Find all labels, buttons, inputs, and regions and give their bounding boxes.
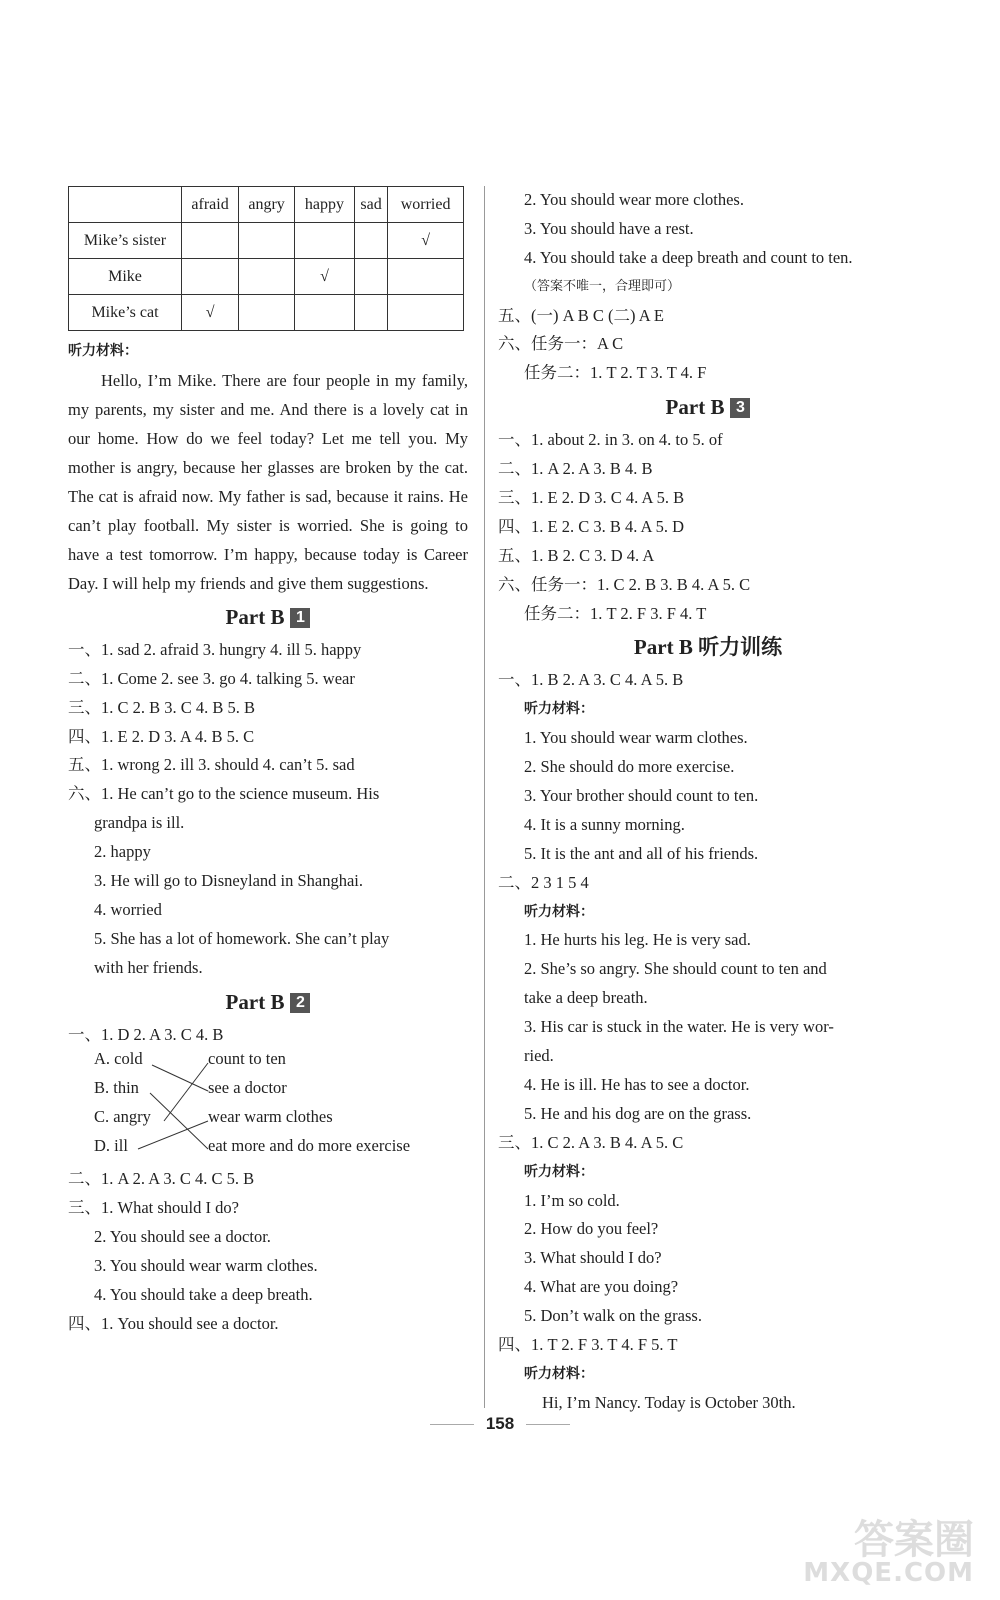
match-left-item: A. cold bbox=[94, 1049, 143, 1069]
answer-text: 1. E 2. D 3. C 4. A 5. B bbox=[531, 488, 685, 508]
answer-text: 1. B 2. A 3. C 4. A 5. B bbox=[531, 670, 684, 690]
answer-line bbox=[498, 869, 918, 898]
listening-passage: Hello, I’m Mike. There are four people in my family, my parents, my sister and me. And there is a lovely cat in our home. How do we feel today? Let me tell you. My mother is angry, because her glasses are broken by the cat. The cat is afraid now. My father is sad, because it rains. He can’t play football. My sister is worried. She is going to have a test tomorrow. I’m happy, because today is Career Day. I will help my friends and give them suggestions. bbox=[68, 370, 468, 593]
table-cell bbox=[354, 259, 387, 295]
table-row bbox=[69, 259, 464, 295]
left-column bbox=[68, 186, 468, 1339]
listening-sentence: 4. He is ill. He has to see a doctor. bbox=[524, 1074, 750, 1094]
table-header-cell: worried bbox=[388, 187, 464, 223]
answer-line bbox=[498, 666, 918, 695]
row-name: Mike’s cat bbox=[69, 295, 182, 331]
answer-text: 1. T 2. F 3. T 4. F 5. T bbox=[531, 1334, 678, 1354]
table-header-row bbox=[69, 187, 464, 223]
part-b3-heading bbox=[498, 388, 918, 426]
table-header-cell: angry bbox=[239, 187, 295, 223]
section-prefix: 三、 bbox=[498, 1132, 531, 1152]
answer-lines bbox=[498, 302, 918, 360]
part-b3-answers bbox=[498, 426, 918, 599]
table-header-cell: happy bbox=[295, 187, 355, 223]
feelings-table bbox=[68, 186, 464, 331]
section-prefix: 六、 bbox=[498, 574, 531, 594]
section-prefix: 一、 bbox=[68, 639, 101, 659]
table-cell bbox=[182, 259, 239, 295]
match-left-item: B. thin bbox=[94, 1078, 139, 1098]
part-b1-continued bbox=[68, 809, 468, 982]
listening-sentence: 2. She should do more exercise. bbox=[524, 757, 735, 777]
listening-sentence: 1. He hurts his leg. He is very sad. bbox=[524, 930, 751, 950]
answer-continuation: 2. You should wear more clothes. bbox=[524, 190, 744, 209]
section-prefix: 四、 bbox=[68, 1313, 101, 1333]
table-cell bbox=[388, 259, 464, 295]
section-prefix: 五、 bbox=[68, 755, 101, 775]
answer-text: (一) A B C (二) A E bbox=[531, 305, 664, 325]
part-title: Part B bbox=[225, 989, 285, 1014]
table-header-cell: sad bbox=[354, 187, 387, 223]
answer-line bbox=[68, 694, 468, 723]
row-name: Mike bbox=[69, 259, 182, 295]
answer-continuation: 2. happy bbox=[94, 842, 151, 862]
answer-line bbox=[498, 302, 918, 331]
answer-line bbox=[498, 542, 918, 571]
footer-rule bbox=[526, 1424, 570, 1425]
answer-text: 1. He can’t go to the science museum. His bbox=[101, 784, 380, 804]
page-number: 158 bbox=[485, 1414, 515, 1433]
listening-label: 听力材料： bbox=[524, 1365, 594, 1382]
answer-line bbox=[498, 1129, 918, 1158]
answer-continuation: 3. You should have a rest. bbox=[524, 218, 694, 238]
part-number-badge: 2 bbox=[290, 993, 310, 1013]
section-prefix: 一、 bbox=[498, 670, 531, 690]
continued-answers bbox=[498, 186, 918, 273]
section-prefix: 二、 bbox=[68, 668, 101, 688]
section-prefix: 五、 bbox=[498, 305, 531, 325]
match-right-item: see a doctor bbox=[208, 1078, 287, 1098]
row-name: Mike’s sister bbox=[69, 223, 182, 259]
table-cell bbox=[354, 223, 387, 259]
listening-sentence: 1. I’m so cold. bbox=[524, 1190, 620, 1210]
section-prefix: 二、 bbox=[68, 1169, 101, 1189]
answer-text: 1. Come 2. see 3. go 4. talking 5. wear bbox=[101, 668, 355, 688]
page-footer bbox=[0, 1414, 1000, 1434]
part-number-badge: 3 bbox=[730, 398, 750, 418]
answer-text: 1. E 2. C 3. B 4. A 5. D bbox=[531, 516, 685, 536]
table-header-cell bbox=[69, 187, 182, 223]
section-prefix: 三、 bbox=[68, 1198, 101, 1218]
answer-text: 1. B 2. C 3. D 4. A bbox=[531, 545, 655, 565]
answer-line bbox=[498, 455, 918, 484]
watermark-url: MXQE.COM bbox=[803, 1558, 974, 1588]
answer-continuation: with her friends. bbox=[94, 957, 203, 977]
listening-label: 听力材料： bbox=[68, 343, 138, 359]
answer-continuation: grandpa is ill. bbox=[94, 813, 185, 833]
answer-continuation: 4. You should take a deep breath. bbox=[94, 1285, 313, 1305]
part-title: Part B bbox=[225, 604, 285, 629]
part-title: Part B bbox=[665, 395, 725, 420]
answer-line bbox=[68, 723, 468, 752]
section-prefix: 五、 bbox=[498, 545, 531, 565]
answer-text: 1. E 2. D 3. A 4. B 5. C bbox=[101, 726, 255, 746]
listening-label: 听力材料： bbox=[524, 701, 594, 718]
answer-text: 1. C 2. B 3. C 4. B 5. B bbox=[101, 697, 256, 717]
section-prefix: 四、 bbox=[498, 516, 531, 536]
answer-text: 1. What should I do? bbox=[101, 1198, 239, 1218]
answer-continuation: 3. You should wear warm clothes. bbox=[94, 1256, 318, 1276]
answer-line bbox=[498, 426, 918, 455]
answer-line bbox=[498, 330, 918, 359]
table-cell bbox=[239, 259, 295, 295]
answer-text: 1. wrong 2. ill 3. should 4. can’t 5. sad bbox=[101, 755, 355, 775]
footer-rule bbox=[430, 1424, 474, 1425]
listening-label: 听力材料： bbox=[524, 1163, 594, 1180]
section-prefix: 四、 bbox=[68, 726, 101, 746]
watermark bbox=[803, 1517, 974, 1588]
listening-sentence: 2. How do you feel? bbox=[524, 1219, 659, 1239]
answer-continuation: 5. She has a lot of homework. She can’t play bbox=[94, 928, 390, 948]
match-left-item: C. angry bbox=[94, 1107, 151, 1127]
listening-sentence: 5. Don’t walk on the grass. bbox=[524, 1306, 702, 1326]
match-right-item: eat more and do more exercise bbox=[208, 1136, 411, 1156]
listening-sentence: take a deep breath. bbox=[524, 988, 648, 1008]
section-prefix: 二、 bbox=[498, 872, 531, 892]
listening-sentence: ried. bbox=[524, 1046, 554, 1066]
answer-line bbox=[68, 1021, 468, 1050]
section-prefix: 四、 bbox=[498, 1334, 531, 1354]
table-cell: √ bbox=[388, 223, 464, 259]
listening-sentence: 4. It is a sunny morning. bbox=[524, 814, 685, 834]
answer-text: 1. You should see a doctor. bbox=[101, 1313, 279, 1333]
answer-line bbox=[498, 513, 918, 542]
answer-text: 1. A 2. A 3. B 4. B bbox=[531, 459, 653, 479]
part-b1-heading bbox=[68, 598, 468, 636]
task-two-line: 任务二：1. T 2. T 3. T 4. F bbox=[524, 363, 707, 383]
listening-sentence: 4. What are you doing? bbox=[524, 1277, 679, 1297]
listening-sentence: 3. Your brother should count to ten. bbox=[524, 786, 759, 806]
table-cell: √ bbox=[182, 295, 239, 331]
matching-exercise bbox=[68, 1049, 468, 1165]
part-b2-answers bbox=[68, 1165, 468, 1223]
section-one-material bbox=[498, 724, 918, 868]
answer-line bbox=[68, 636, 468, 665]
watermark-logo-text: 答案圈 bbox=[854, 1517, 974, 1563]
answer-continuation: 3. He will go to Disneyland in Shanghai. bbox=[94, 871, 364, 891]
part-listening-heading: Part B 听力训练 bbox=[633, 635, 783, 660]
section-four-material: Hi, I’m Nancy. Today is October 30th. bbox=[542, 1392, 796, 1412]
table-header-cell: afraid bbox=[182, 187, 239, 223]
section-prefix: 一、 bbox=[498, 430, 531, 450]
task-two-line: 任务二：1. T 2. F 3. F 4. T bbox=[524, 603, 707, 623]
answer-text: 1. about 2. in 3. on 4. to 5. of bbox=[531, 430, 723, 450]
part-b1-answers bbox=[68, 636, 468, 809]
answer-continuation: 2. You should see a doctor. bbox=[94, 1227, 271, 1247]
match-left-item: D. ill bbox=[94, 1136, 128, 1156]
listening-label: 听力材料： bbox=[524, 903, 594, 920]
answer-text: 1. sad 2. afraid 3. hungry 4. ill 5. happy bbox=[101, 639, 362, 659]
section-prefix: 三、 bbox=[68, 697, 101, 717]
answer-line bbox=[68, 665, 468, 694]
answer-text: 1. A 2. A 3. C 4. C 5. B bbox=[101, 1169, 255, 1189]
table-row bbox=[69, 295, 464, 331]
answer-text: 1. C 2. A 3. B 4. A 5. C bbox=[531, 1132, 684, 1152]
section-prefix: 三、 bbox=[498, 488, 531, 508]
right-column bbox=[498, 186, 918, 1418]
listening-sentence: 5. He and his dog are on the grass. bbox=[524, 1103, 752, 1123]
answer-continuation: 4. You should take a deep breath and count to ten. bbox=[524, 247, 853, 267]
section-three-material bbox=[498, 1187, 918, 1331]
listening-sentence: 5. It is the ant and all of his friends. bbox=[524, 843, 759, 863]
section-prefix: 一、 bbox=[68, 1024, 101, 1044]
answer-line bbox=[68, 780, 468, 809]
part-b2-continued bbox=[68, 1223, 468, 1310]
answer-line bbox=[68, 1165, 468, 1194]
section-prefix: 二、 bbox=[498, 459, 531, 479]
answer-text: 任务一：1. C 2. B 3. B 4. A 5. C bbox=[531, 574, 751, 594]
section-prefix: 六、 bbox=[68, 784, 101, 804]
table-cell bbox=[295, 295, 355, 331]
answer-line bbox=[498, 1331, 918, 1360]
section-two-material bbox=[498, 926, 918, 1128]
answer-continuation: 4. worried bbox=[94, 899, 162, 919]
listening-sentence: 2. She’s so angry. She should count to ten and bbox=[524, 959, 827, 979]
answer-text: 2 3 1 5 4 bbox=[531, 872, 589, 892]
listening-sentence: 3. What should I do? bbox=[524, 1248, 662, 1268]
listening-sentence: 3. His car is stuck in the water. He is very wor- bbox=[524, 1017, 834, 1037]
table-cell bbox=[354, 295, 387, 331]
column-divider bbox=[484, 186, 485, 1408]
answer-line bbox=[68, 1310, 468, 1339]
table-cell bbox=[182, 223, 239, 259]
table-cell bbox=[239, 223, 295, 259]
listening-sentence: 1. You should wear warm clothes. bbox=[524, 728, 748, 748]
answer-text: 任务一：A C bbox=[531, 334, 624, 354]
table-cell: √ bbox=[295, 259, 355, 295]
answer-line bbox=[68, 1194, 468, 1223]
table-cell bbox=[239, 295, 295, 331]
table-cell bbox=[388, 295, 464, 331]
part-number-badge: 1 bbox=[290, 608, 310, 628]
match-right-item: count to ten bbox=[208, 1049, 286, 1069]
match-right-item: wear warm clothes bbox=[208, 1107, 333, 1127]
part-b2-heading bbox=[68, 983, 468, 1021]
answer-line bbox=[498, 571, 918, 600]
table-cell bbox=[295, 223, 355, 259]
table-row bbox=[69, 223, 464, 259]
answer-text: 1. D 2. A 3. C 4. B bbox=[101, 1024, 224, 1044]
answer-note: （答案不唯一，合理即可） bbox=[524, 278, 681, 294]
section-prefix: 六、 bbox=[498, 334, 531, 354]
answer-line bbox=[498, 484, 918, 513]
answer-line bbox=[68, 751, 468, 780]
